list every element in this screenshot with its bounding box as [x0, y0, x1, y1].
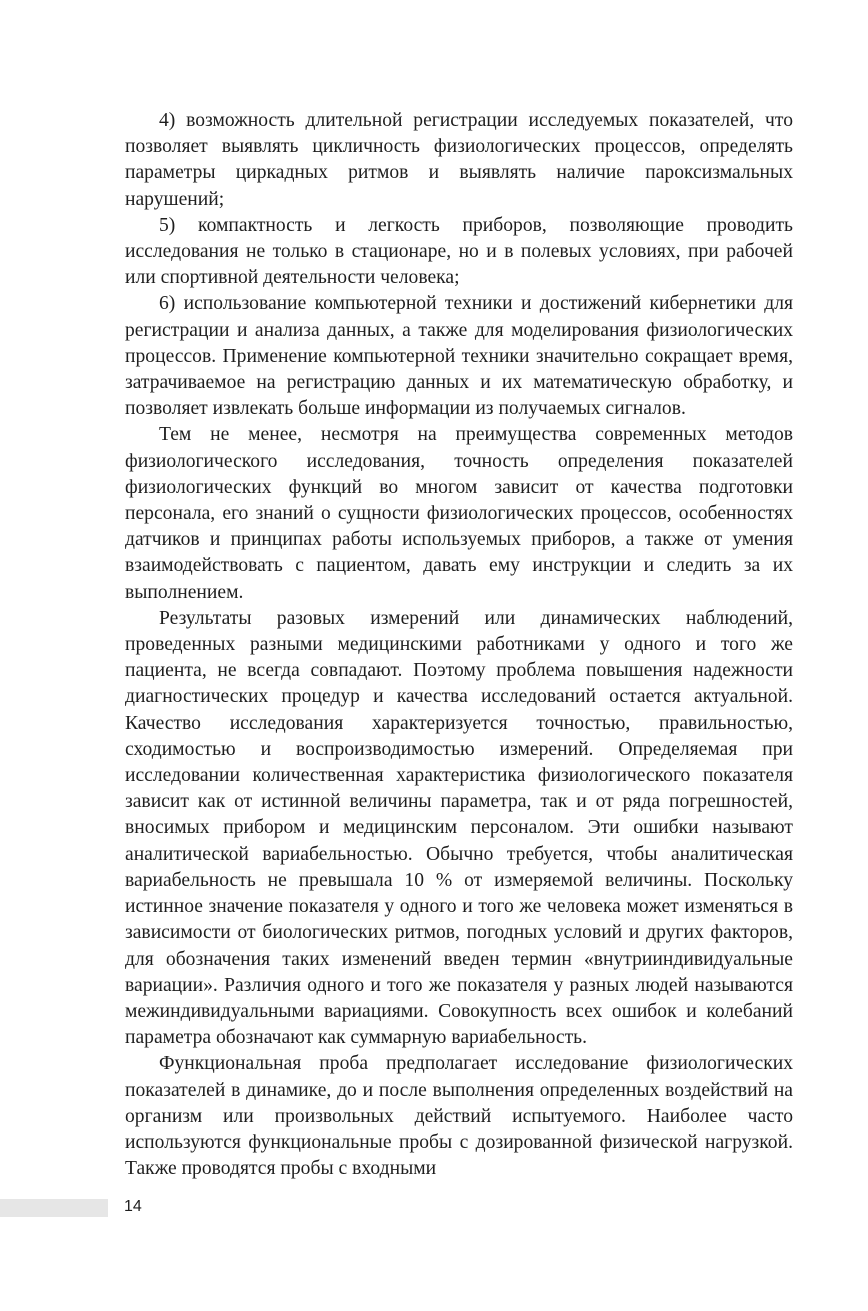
- paragraph-item-4: 4) возможность длительной регистрации исследуемых показателей, что позволяет выявлять цикличность физиологических процессов, определять параметры циркадных ритмов и выявлять наличие пароксизмальных нарушений;: [125, 110, 793, 210]
- paragraph-methods-accuracy: Тем не менее, несмотря на преимущества современных методов физиологического исследования, точность определения показателей физиологических функций во многом зависит от качества подготовки персонала, его знаний о сущности физиологических процессов, особенностях датчиков и принципах работы используемых приборов, а также от умения взаимодействовать с пациентом, давать ему инструкции и следить за их выполнением.: [125, 424, 793, 603]
- paragraph-item-6: 6) использование компьютерной техники и достижений кибернетики для регистрации и анализа данных, а также для моделирования физиологических процессов. Применение компьютерной техники значительно сокращает время, затрачиваемое на регистрацию данных и их математическую обработку, и позволяет извлекать больше информации из получаемых сигналов.: [125, 293, 793, 420]
- paragraph-functional-test: Функциональная проба предполагает исследование физиологических показателей в динамике, до и после выполнения определенных воздействий на организм или произвольных действий испытуемого. Наиболее часто используются функциональные пробы с дозированной физической нагрузкой. Также проводятся пробы с входными: [125, 1053, 793, 1180]
- paragraph-variability: Результаты разовых измерений или динамических наблюдений, проведенных разными медицинскими работниками у одного и того же пациента, не всегда совпадают. Поэтому проблема повышения надежности диагностических процедур и качества исследований остается актуальной. Качество исследования характеризуется точностью, правильностью, сходимостью и воспроизводимостью измерений. Определяемая при исследовании количественная характеристика физиологического показателя зависит как от истинной величины параметра, так и от ряда погрешностей, вносимых прибором и медицинским персоналом. Эти ошибки называют аналитической вариабельностью. Обычно требуется, чтобы аналитическая вариабельность не превышала 10 % от измеряемой величины. Поскольку истинное значение показателя у одного и того же человека может изменяться в зависимости от биологических ритмов, погодных условий и других факторов, для обозначения таких изменений введен термин «внутрииндивидуальные вариации». Различия одного и того же показателя у разных людей называются межиндивидуальными вариациями. Совокупность всех ошибок и колебаний параметра обозначают как суммарную вариабельность.: [125, 607, 793, 1049]
- body-text: [125, 108, 793, 1182]
- paragraph-item-5: 5) компактность и легкость приборов, позволяющие проводить исследования не только в стационаре, но и в полевых условиях, при рабочей или спортивной деятельности человека;: [125, 214, 793, 289]
- footer-bar: [0, 1199, 108, 1217]
- page-number: 14: [124, 1198, 142, 1215]
